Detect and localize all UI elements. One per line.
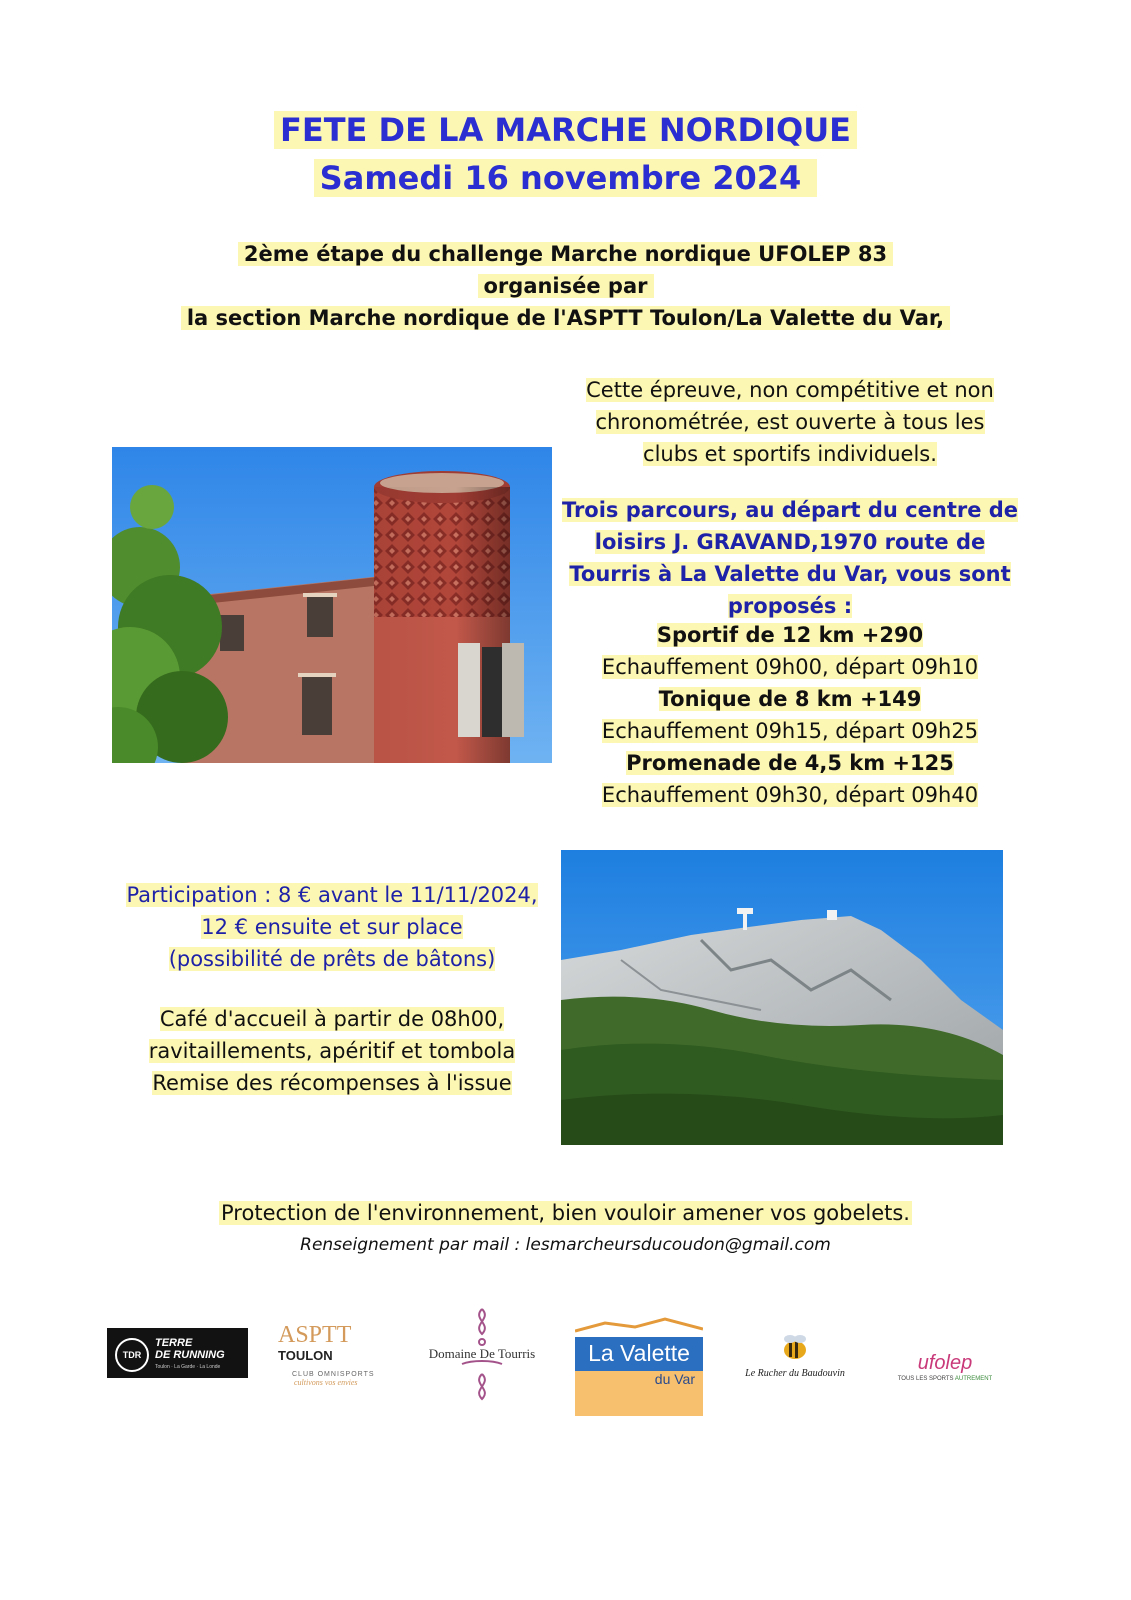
description-line-1: Cette épreuve, non compétitive et non [586, 378, 994, 402]
extras-line-2: ravitaillements, apéritif et tombola [148, 1039, 516, 1063]
castle-tower-photo [112, 447, 552, 763]
course-schedule: Echauffement 09h30, départ 09h40 [601, 783, 979, 807]
asptt-line-1: CLUB OMNISPORTS [292, 1371, 375, 1378]
contact-line: Renseignement par mail : lesmarcheursducoudon@gmail.com [300, 1235, 831, 1255]
la-valette-name: La Valette [588, 1340, 690, 1366]
ufolep-name: ufolep [917, 1352, 973, 1374]
courses-list [560, 619, 1020, 811]
tdr-tagline: Toulon · La Garde · La Londe [155, 1364, 221, 1370]
participation-line-2: 12 € ensuite et sur place [201, 915, 463, 939]
courses-intro-block [560, 494, 1020, 622]
tdr-text: TERRE DE RUNNING [155, 1337, 225, 1361]
la-valette-du-var-logo [575, 1313, 703, 1416]
mountain-illustration [561, 850, 1003, 1145]
intro-line-3: la section Marche nordique de l'ASPTT Toulon/La Valette du Var, [0, 302, 1131, 334]
courses-intro-line-4: proposés : [727, 594, 853, 618]
course-name: Promenade de 4,5 km +125 [626, 751, 954, 775]
extras-line-3: Remise des récompenses à l'issue [152, 1071, 512, 1095]
participation-line-3: (possibilité de prêts de bâtons) [168, 947, 496, 971]
courses-intro-line-2: loisirs J. GRAVAND,1970 route de [594, 530, 986, 554]
asptt-city: TOULON [278, 1348, 333, 1363]
course-name: Sportif de 12 km +290 [656, 623, 924, 647]
course-schedule: Echauffement 09h00, départ 09h10 [601, 655, 979, 679]
tdr-badge-icon: TDR [115, 1338, 149, 1372]
asptt-name: ASPTT [278, 1322, 352, 1348]
description-block [560, 374, 1020, 470]
rucher-name: Le Rucher du Baudouvin [745, 1368, 845, 1379]
courses-intro-line-1: Trois parcours, au départ du centre de [561, 498, 1019, 522]
domaine-de-tourris-logo [418, 1300, 546, 1408]
intro-line-1: 2ème étape du challenge Marche nordique UFOLEP 83 [0, 238, 1131, 270]
course-schedule: Echauffement 09h15, départ 09h25 [601, 719, 979, 743]
course-name: Tonique de 8 km +149 [658, 687, 922, 711]
description-line-2: chronométrée, est ouverte à tous les [595, 410, 985, 434]
extras-line-1: Café d'accueil à partir de 08h00, [159, 1007, 505, 1031]
courses-intro-line-3: Tourris à La Valette du Var, vous sont [569, 562, 1011, 586]
intro-line-2: organisée par [0, 270, 1131, 302]
environment-note: Protection de l'environnement, bien vouloir amener vos gobelets. [221, 1201, 910, 1225]
participation-line-1: Participation : 8 € avant le 11/11/2024, [126, 883, 538, 907]
asptt-toulon-logo [278, 1322, 398, 1386]
page-title [0, 106, 1131, 154]
title-line-2: Samedi 16 novembre 2024 [314, 159, 818, 197]
du-var-text: du Var [654, 1371, 695, 1387]
mountain-photo [561, 850, 1003, 1145]
description-line-3: clubs et sportifs individuels. [643, 442, 937, 466]
ufolep-tagline: TOUS LES SPORTS AUTREMENT [897, 1376, 993, 1382]
ufolep-logo [890, 1352, 1000, 1392]
participation-block [112, 879, 552, 975]
asptt-line-2: cultivons vos envies [294, 1378, 358, 1387]
tourris-name: Domaine De Tourris [428, 1346, 536, 1361]
extras-block [112, 1003, 552, 1099]
title-line-1: FETE DE LA MARCHE NORDIQUE [274, 111, 857, 149]
bee-icon [778, 1330, 812, 1364]
rucher-du-baudouvin-logo [725, 1330, 865, 1390]
castle-tower-illustration [112, 447, 552, 763]
terre-de-running-logo [107, 1328, 248, 1378]
event-date [0, 154, 1131, 202]
